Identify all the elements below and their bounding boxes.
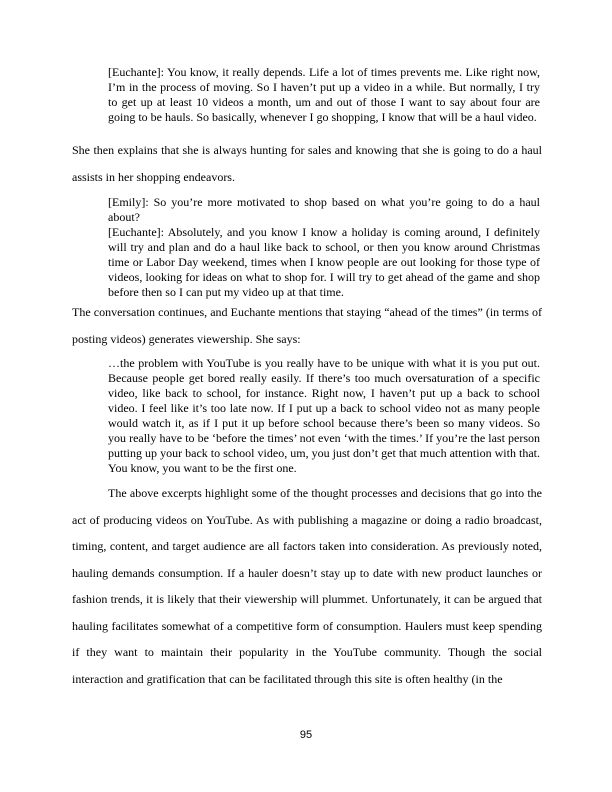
paragraph-conversation-continues: The conversation continues, and Euchante mentions that staying “ahead of the times” (in terms of posting videos) generates viewership. She says: [72, 305, 542, 346]
quote-line-euchante: [Euchante]: Absolutely, and you know I know a holiday is coming around, I definitely will try and plan and do a haul like back to school, or then you know around Christmas time or Labor Day weekend, times when I know people are out looking for those type of videos, looking for ideas on what to shop for. I will try to get ahead of the game and shop before then so I can put my video up at that time. [108, 225, 540, 299]
paragraph-excerpts-analysis: The above excerpts highlight some of the thought processes and decisions that go into the act of producing videos on YouTube. As with publishing a magazine or doing a radio broadcast, timing, content, and target audience are all factors taken into consideration. As previously noted, hauling demands consumption. If a hauler doesn’t stay up to date with new product launches or fashion trends, it is likely that their viewership will plummet. Unfortunately, it can be argued that hauling facilitates somewhat of a competitive form of consumption. Haulers must keep spending if they want to maintain their popularity in the YouTube community. Though the social interaction and gratification that can be facilitated through this site is often healthy (in the [72, 486, 542, 686]
block-quote-interview [108, 195, 540, 300]
page-number: 95 [299, 729, 313, 741]
paragraph-shopping-endeavors: She then explains that she is always hunting for sales and knowing that she is going to do a haul assists in her shopping endeavors. [72, 143, 542, 184]
block-quote-euchante-videos: [Euchante]: You know, it really depends. Life a lot of times prevents me. Like right now, I’m in the process of moving. So I haven’t put up a video in a while. But normally, I try to get up at least 10 videos a month, um and out of those I want to say about four are going to be hauls. So basically, whenever I go shopping, I know that will be a haul video. [108, 65, 540, 124]
block-quote-youtube-unique: …the problem with YouTube is you really have to be unique with what it is you put out. Because people get bored really easily. If there’s too much oversaturation of a specific video, like back to school, for instance. Right now, I haven’t put up a back to school video. I feel like it’s too late now. If I put up a back to school video not as many people would watch it, as if I put it up before school because there’s been so many videos. So you really have to be ‘before the times’ not even ‘with the times.’ If you’re the last person putting up your back to school video, um, you just don’t get that much attention with that. You know, you want to be the first one. [108, 356, 540, 475]
quote-line-emily: [Emily]: So you’re more motivated to shop based on what you’re going to do a haul about? [108, 195, 540, 224]
